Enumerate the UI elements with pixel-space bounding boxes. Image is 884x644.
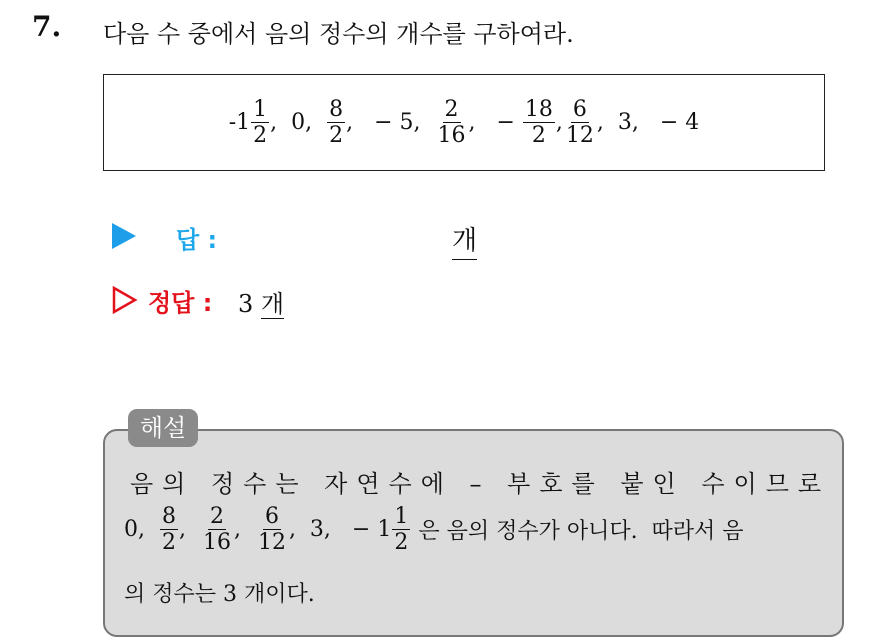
solution-tab: 해설: [128, 409, 198, 447]
expr-term: ,: [555, 110, 563, 135]
numerator: 2: [209, 504, 224, 529]
correct-unit: 개: [260, 290, 285, 318]
solution-line-2: [124, 505, 824, 554]
fraction: [564, 98, 596, 147]
solution-text: ,: [233, 517, 255, 543]
numerator: 1: [253, 96, 268, 122]
solution-text: 0,: [124, 517, 159, 543]
solution-text: 은 음의 정수가 아니다. 따라서 음: [411, 519, 744, 545]
fraction: [201, 505, 233, 554]
denominator: 2: [531, 123, 546, 148]
expression: [104, 75, 824, 170]
fraction: [392, 505, 410, 554]
fraction: [160, 505, 178, 554]
fraction: [523, 98, 555, 147]
correct-triangle-icon: [112, 286, 138, 314]
fraction: [436, 98, 468, 147]
denominator: 12: [257, 530, 286, 556]
expression-box: [103, 74, 825, 171]
numerator: 6: [572, 96, 587, 122]
question-number: 7.: [32, 10, 62, 43]
correct-label: 정답 :: [148, 289, 213, 317]
numerator: 8: [161, 504, 176, 529]
correct-value: 3: [238, 290, 254, 318]
answer-label: 답 :: [176, 226, 218, 254]
solution-text: ,: [178, 517, 200, 543]
expr-term: -1: [228, 110, 251, 135]
answer-unit: 개: [452, 220, 477, 260]
denominator: 2: [394, 530, 409, 556]
numerator: 18: [524, 96, 553, 122]
correct-answer: [238, 284, 284, 319]
solution-line-3: 의 정수는 3 개이다.: [124, 582, 315, 607]
expr-term: , 3, − 4: [596, 110, 700, 135]
denominator: 2: [253, 123, 268, 148]
denominator: 16: [202, 530, 231, 556]
numerator: 6: [264, 504, 279, 529]
fraction: [327, 98, 345, 147]
denominator: 2: [161, 530, 176, 556]
solution-text: , 3, − 1: [288, 517, 392, 543]
denominator: 2: [329, 123, 344, 148]
expr-term: , 0,: [270, 110, 327, 135]
denominator: 16: [437, 123, 466, 148]
fraction: [251, 98, 269, 147]
numerator: 1: [394, 504, 409, 529]
expr-term: , −: [468, 110, 522, 135]
question-text: 다음 수 중에서 음의 정수의 개수를 구하여라.: [103, 20, 574, 48]
numerator: 2: [444, 96, 459, 122]
solution-line-1: 음의 정수는 자연수에 – 부호를 붙인 수이므로: [130, 470, 831, 498]
fraction: [256, 505, 288, 554]
expr-term: , − 5,: [346, 110, 435, 135]
numerator: 8: [329, 96, 344, 122]
answer-triangle-icon: [112, 223, 136, 249]
denominator: 12: [565, 123, 594, 148]
